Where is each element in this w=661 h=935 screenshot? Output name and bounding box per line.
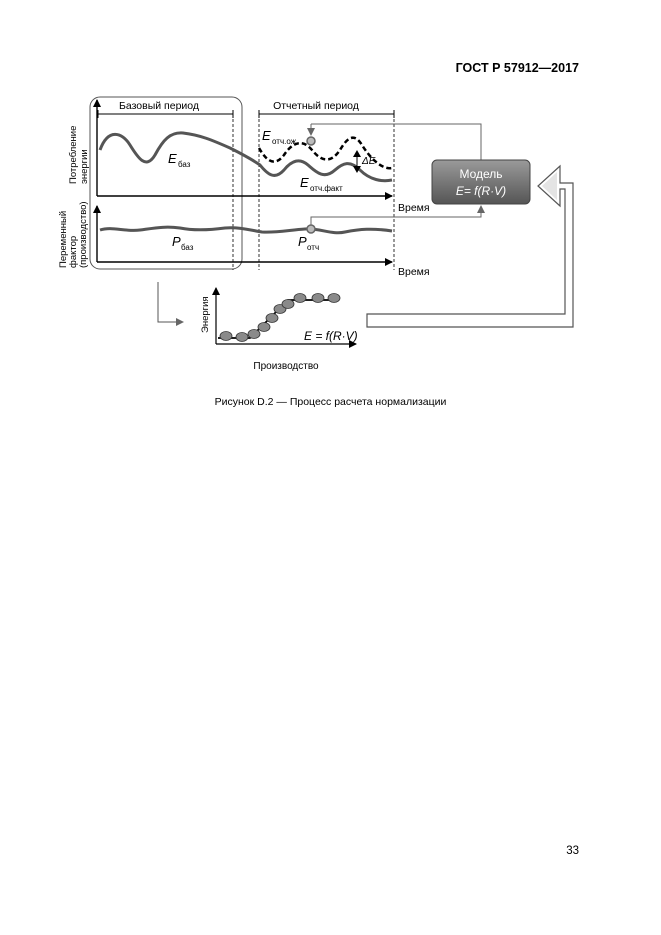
svg-text:Потребление: Потребление [68, 125, 79, 184]
base-period-box [90, 97, 242, 269]
factor-to-model-connector [311, 206, 481, 225]
e-actual-label [300, 175, 343, 193]
report-period-label: Отчетный период [273, 100, 359, 112]
svg-text:баз: баз [181, 243, 194, 252]
svg-text:E: E [262, 128, 271, 143]
variable-factor-axis-label [58, 201, 89, 268]
p-base-label [172, 234, 194, 252]
normalization-process-diagram [0, 0, 661, 390]
base-period-label: Базовый период [118, 100, 200, 112]
page-number: 33 [566, 845, 579, 857]
e-expected-label [262, 128, 297, 146]
p-report-label [298, 234, 319, 252]
svg-text:Переменный: Переменный [58, 210, 69, 268]
energy-consumption-axis-label [68, 126, 90, 184]
production-factor-curve [100, 227, 392, 233]
model-formula: E= f(R·V) [455, 184, 507, 198]
base-to-inset-connector [158, 282, 183, 322]
svg-text:E: E [300, 175, 309, 190]
e-base-label [168, 151, 191, 169]
model-title: Модель [459, 167, 503, 181]
svg-text:отч: отч [307, 243, 320, 252]
standard-number: ГОСТ Р 57912—2017 [455, 61, 579, 75]
inset-formula: E = f(R·V) [304, 329, 358, 343]
svg-text:P: P [172, 234, 181, 249]
svg-text:(производство): (производство) [78, 201, 89, 268]
svg-text:отч.факт: отч.факт [310, 184, 343, 193]
delta-e-label: ΔE [362, 156, 376, 167]
report-factor-marker [307, 225, 315, 233]
svg-text:отч.ож: отч.ож [272, 137, 297, 146]
time-label-bottom: Время [398, 266, 430, 278]
svg-text:P: P [298, 234, 307, 249]
expected-point-marker [307, 137, 315, 145]
time-label-top: Время [398, 202, 430, 214]
inset-y-label: Энергия [200, 296, 211, 333]
inset-x-label: Производство [253, 361, 319, 372]
svg-text:E: E [168, 151, 177, 166]
figure-caption: Рисунок D.2 — Процесс расчета нормализации [214, 396, 447, 408]
svg-text:фактор: фактор [68, 235, 79, 268]
svg-text:баз: баз [178, 160, 191, 169]
svg-text:энергии: энергии [79, 149, 90, 184]
